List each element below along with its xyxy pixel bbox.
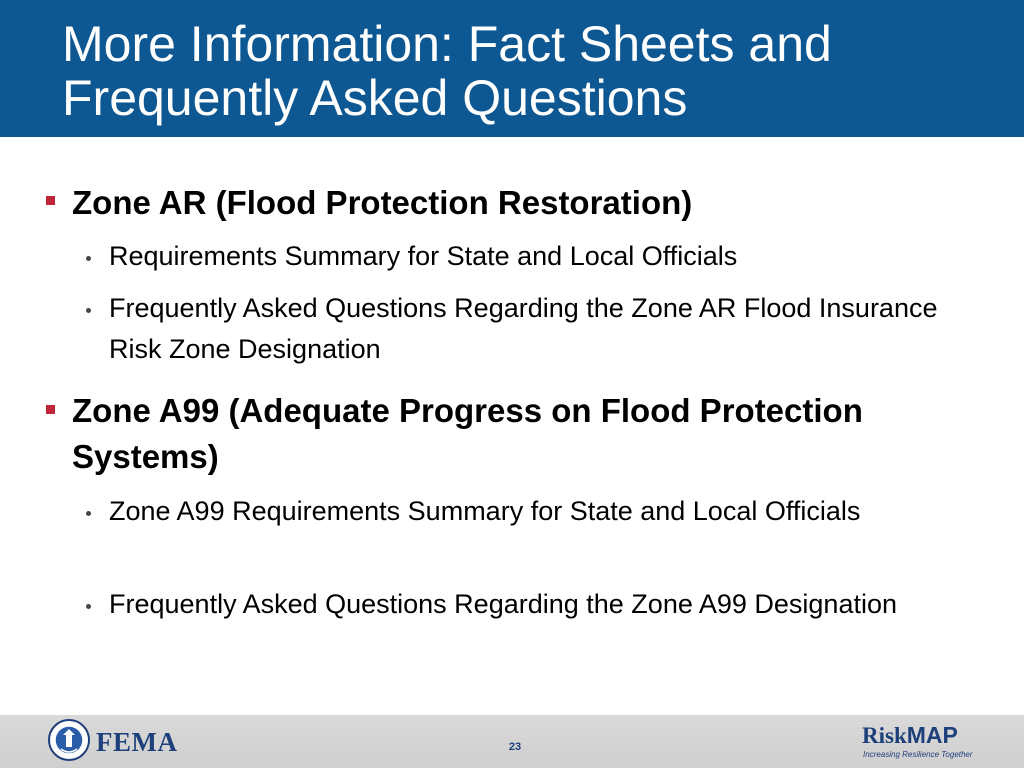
riskmap-logo xyxy=(862,722,982,748)
list-item: Frequently Asked Questions Regarding the Zone A99 Designation xyxy=(109,589,897,619)
fema-logo: FEMA xyxy=(96,727,178,757)
page-number: 23 xyxy=(508,741,522,753)
dot-bullet-icon xyxy=(86,256,91,261)
dot-bullet-icon xyxy=(86,604,91,609)
riskmap-logo-map: MAP xyxy=(906,722,958,748)
dot-bullet-icon xyxy=(86,308,91,313)
square-bullet-icon xyxy=(46,405,55,414)
riskmap-logo-risk: Risk xyxy=(862,723,907,748)
dhs-seal-icon xyxy=(48,719,90,761)
section-heading: Zone A99 (Adequate Progress on Flood Protection Systems) xyxy=(72,392,863,475)
square-bullet-icon xyxy=(46,196,55,205)
list-item: Zone A99 Requirements Summary for State and Local Officials xyxy=(109,496,861,526)
list-item: Frequently Asked Questions Regarding the Zone AR Flood Insurance Risk Zone Designation xyxy=(109,293,938,364)
slide-title: More Information: Fact Sheets and Frequently Asked Questions xyxy=(62,16,832,126)
riskmap-tagline: Increasing Resilience Together xyxy=(863,750,973,759)
section-heading: Zone AR (Flood Protection Restoration) xyxy=(72,184,693,221)
list-item: Requirements Summary for State and Local Officials xyxy=(109,241,738,271)
dot-bullet-icon xyxy=(86,511,91,516)
